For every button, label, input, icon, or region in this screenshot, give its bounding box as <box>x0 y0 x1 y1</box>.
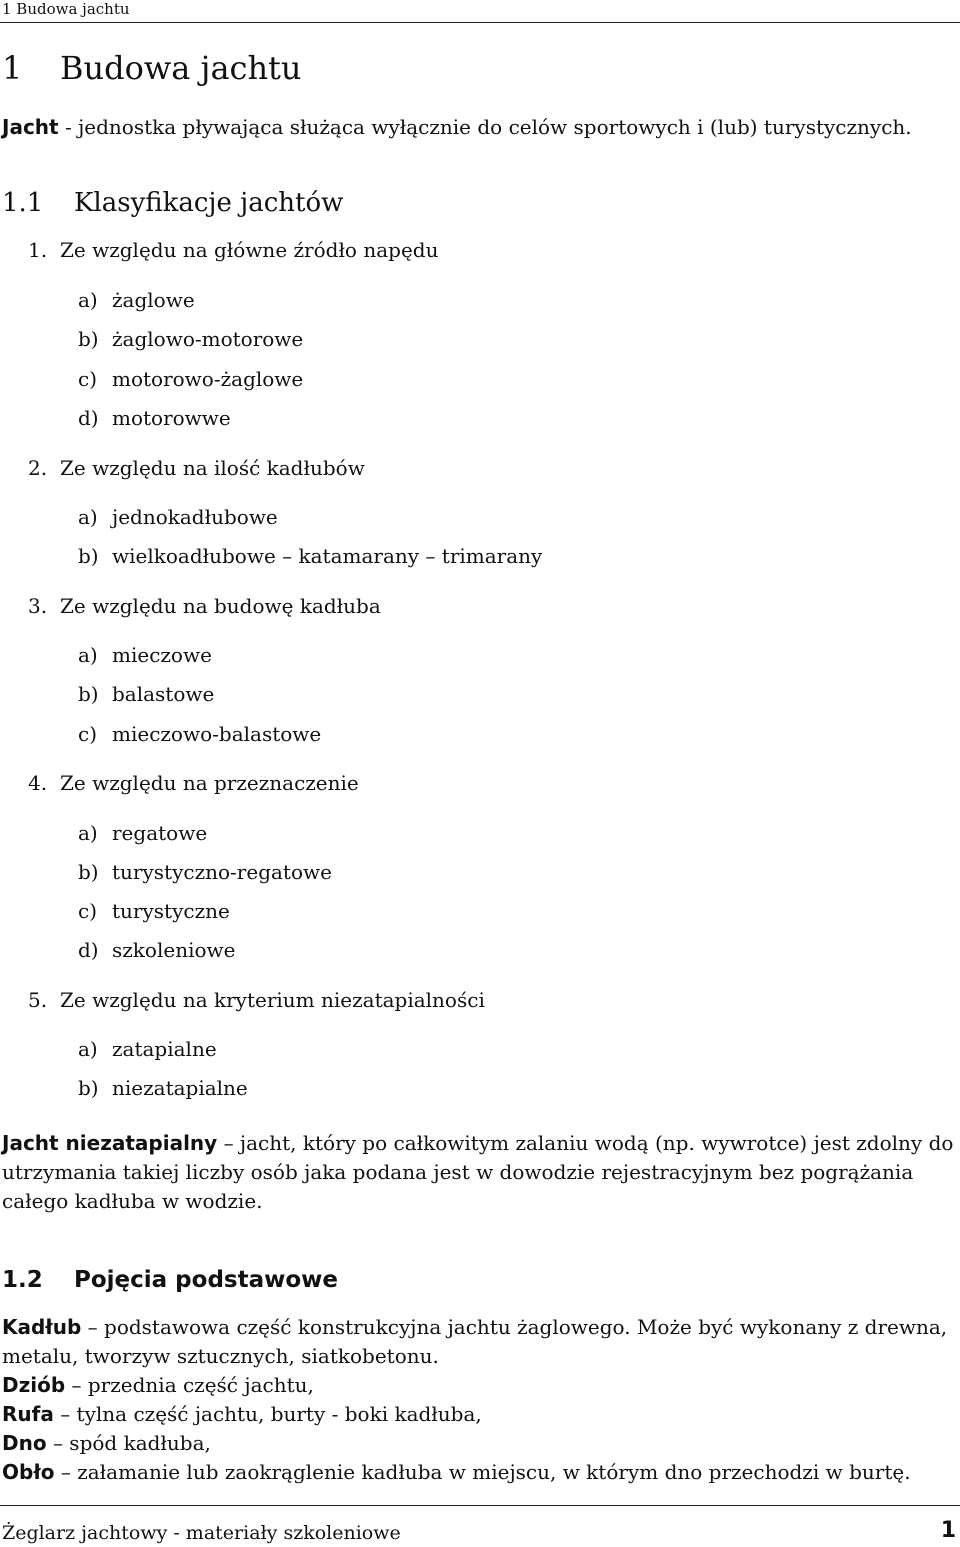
concept-term: Dno <box>2 1431 47 1455</box>
subsection-heading-concepts <box>2 1263 338 1297</box>
sub-item-text: wielkoadłubowe – katamarany – trimarany <box>112 544 543 568</box>
sub-item-letter: c) <box>78 722 98 746</box>
sub-list-item <box>78 404 231 432</box>
list-item <box>28 769 359 797</box>
sub-item-letter: d) <box>78 406 99 430</box>
concept-definitions <box>2 1313 958 1487</box>
sub-item-letter: a) <box>78 643 98 667</box>
sub-item-letter: b) <box>78 860 99 884</box>
sub-item-text: żaglowo-motorowe <box>112 327 304 351</box>
concept-oblo <box>2 1458 958 1487</box>
sub-item-letter: b) <box>78 1076 99 1100</box>
list-item-label: Ze względu na budowę kadłuba <box>60 594 381 618</box>
sub-item-letter: d) <box>78 938 99 962</box>
sub-list-item <box>78 503 278 531</box>
section-heading <box>2 48 302 88</box>
concept-text: – spód kadłuba, <box>46 1431 211 1455</box>
list-item-label: Ze względu na przeznaczenie <box>60 771 359 795</box>
concept-kadlub <box>2 1313 958 1371</box>
sub-item-letter: a) <box>78 505 98 529</box>
sub-item-letter: b) <box>78 682 99 706</box>
concept-text: – załamanie lub zaokrąglenie kadłuba w miejscu, w którym dno przechodzi w burtę. <box>54 1460 911 1484</box>
sub-list-item <box>78 1074 248 1102</box>
sub-item-text: mieczowo-balastowe <box>112 722 322 746</box>
list-item-number: 5. <box>28 988 48 1012</box>
subsection-number: 1.1 <box>2 188 44 218</box>
definition-term: Jacht niezatapialny <box>2 1131 218 1155</box>
subsection-title: Pojęcia podstawowe <box>74 1267 339 1293</box>
sub-item-text: mieczowe <box>112 643 212 667</box>
concept-term: Kadłub <box>2 1315 82 1339</box>
concept-rufa <box>2 1400 958 1429</box>
sub-item-text: żaglowe <box>112 288 195 312</box>
sub-item-text: szkoleniowe <box>112 938 236 962</box>
sub-item-text: zatapialne <box>112 1037 217 1061</box>
sub-list-item <box>78 365 303 393</box>
sub-item-letter: c) <box>78 367 98 391</box>
sub-list-item <box>78 680 214 708</box>
sub-item-text: balastowe <box>112 682 215 706</box>
sub-item-text: turystyczne <box>112 899 230 923</box>
sub-list-item <box>78 858 332 886</box>
subsection-heading-classification <box>2 186 343 220</box>
footer-divider <box>0 1505 960 1506</box>
list-item-label: Ze względu na ilość kadłubów <box>60 456 365 480</box>
list-item <box>28 592 381 620</box>
list-item-label: Ze względu na główne źródło napędu <box>60 238 439 262</box>
list-item <box>28 236 438 264</box>
list-item-number: 4. <box>28 771 48 795</box>
sub-list-item <box>78 720 321 748</box>
sub-list-item <box>78 325 303 353</box>
sub-item-text: niezatapialne <box>112 1076 248 1100</box>
sub-item-letter: b) <box>78 327 99 351</box>
section-title: Budowa jachtu <box>60 49 302 87</box>
list-item-number: 1. <box>28 238 48 262</box>
list-item <box>28 454 365 482</box>
definition-text: – jacht, który po całkowitym zalaniu wodą (np. wywrotce) jest zdolny do utrzymania takiej liczby osób jaka podana jest w dowodzie rejestracyjnym bez pogrążania całego kadłuba w wodzie. <box>2 1131 954 1213</box>
sub-item-text: regatowe <box>112 821 208 845</box>
list-item-number: 3. <box>28 594 48 618</box>
subsection-title: Klasyfikacje jachtów <box>74 188 344 218</box>
sub-item-text: motorowo-żaglowe <box>112 367 304 391</box>
list-item-label: Ze względu na kryterium niezatapialności <box>60 988 485 1012</box>
sub-list-item <box>78 641 212 669</box>
intro-paragraph <box>2 112 912 142</box>
section-number: 1 <box>2 49 23 87</box>
concept-dno <box>2 1429 958 1458</box>
sub-item-text: turystyczno-regatowe <box>112 860 332 884</box>
sub-list-item <box>78 897 230 925</box>
concept-term: Dziób <box>2 1373 66 1397</box>
concept-dziob <box>2 1371 958 1400</box>
running-title: 1 Budowa jachtu <box>2 0 130 18</box>
subsection-number: 1.2 <box>2 1267 43 1293</box>
sub-list-item <box>78 936 235 964</box>
sub-item-text: jednokadłubowe <box>112 505 278 529</box>
intro-term: Jacht <box>2 115 59 139</box>
sub-list-item <box>78 542 542 570</box>
sub-item-text: motorowwe <box>112 406 231 430</box>
page-number: 1 <box>940 1518 956 1543</box>
list-item-number: 2. <box>28 456 48 480</box>
sub-list-item <box>78 1035 217 1063</box>
sub-item-letter: a) <box>78 821 98 845</box>
concept-text: – przednia część jachtu, <box>65 1373 314 1397</box>
sub-list-item <box>78 819 207 847</box>
sub-item-letter: a) <box>78 1037 98 1061</box>
footer-title: Żeglarz jachtowy - materiały szkoleniowe <box>2 1522 401 1544</box>
definition-paragraph <box>2 1129 958 1216</box>
concept-term: Obło <box>2 1460 55 1484</box>
sub-item-letter: a) <box>78 288 98 312</box>
running-header <box>0 0 960 23</box>
intro-text: - jednostka pływająca służąca wyłącznie do celów sportowych i (lub) turystycznych. <box>58 115 912 139</box>
concept-text: – tylna część jachtu, burty - boki kadłuba, <box>53 1402 482 1426</box>
sub-list-item <box>78 286 195 314</box>
concept-term: Rufa <box>2 1402 54 1426</box>
concept-text: – podstawowa część konstrukcyjna jachtu żaglowego. Może być wykonany z drewna, metalu, tworzyw sztucznych, siatkobetonu. <box>2 1315 948 1368</box>
list-item <box>28 986 485 1014</box>
sub-item-letter: b) <box>78 544 99 568</box>
sub-item-letter: c) <box>78 899 98 923</box>
